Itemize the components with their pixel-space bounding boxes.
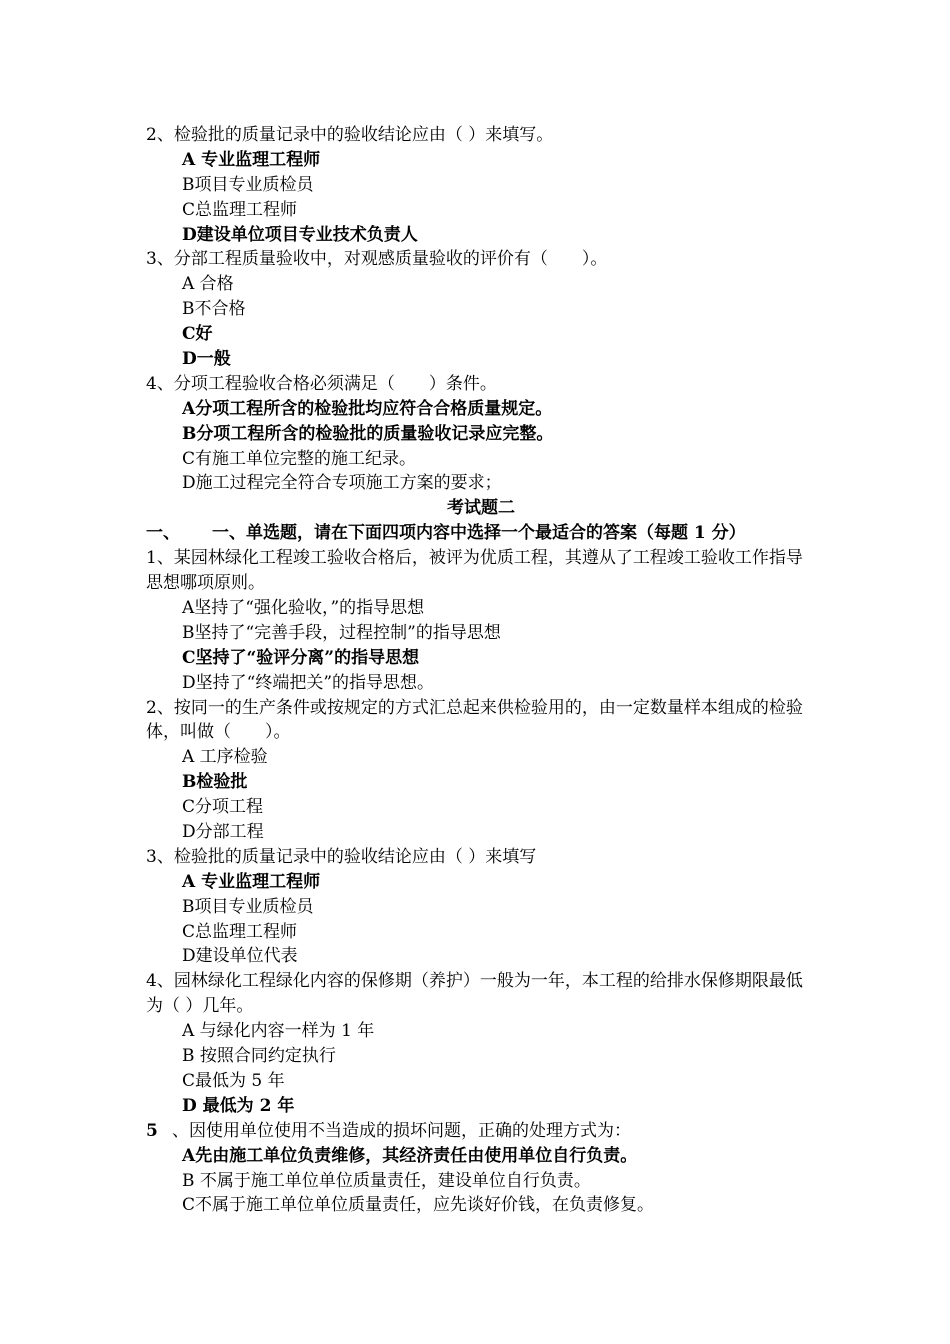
answer-option: C坚持了“验评分离”的指导思想 bbox=[182, 647, 420, 668]
answer-option: C最低为 5 年 bbox=[182, 1070, 285, 1091]
answer-option: A 专业监理工程师 bbox=[182, 149, 321, 170]
question-number: 5 bbox=[146, 1120, 158, 1141]
question-stem: 2、检验批的质量记录中的验收结论应由（ ）来填写。 bbox=[146, 125, 554, 145]
section-heading bbox=[146, 521, 816, 546]
answer-option: A 专业监理工程师 bbox=[182, 871, 321, 892]
answer-option: A 合格 bbox=[182, 274, 234, 295]
answer-option: D一般 bbox=[182, 349, 231, 370]
answer-option: B检验批 bbox=[182, 772, 248, 793]
answer-option: B项目专业质检员 bbox=[182, 174, 314, 195]
answer-option: D建设单位代表 bbox=[182, 946, 298, 967]
answer-option: A 与绿化内容一样为 1 年 bbox=[182, 1021, 375, 1042]
answer-option: A分项工程所含的检验批均应符合合格质量规定。 bbox=[182, 398, 553, 419]
answer-option: D分部工程 bbox=[182, 822, 264, 842]
answer-option: C分项工程 bbox=[182, 797, 264, 818]
question-stem: 3、分部工程质量验收中，对观感质量验收的评价有（ ）。 bbox=[146, 249, 608, 270]
exam-title: 考试题二 bbox=[447, 498, 515, 519]
question-stem: 4、园林绿化工程绿化内容的保修期（养护）一般为一年，本工程的给排水保修期限最低为（ ）几年。 bbox=[146, 971, 803, 1017]
answer-option: D坚持了“终端把关”的指导思想。 bbox=[182, 672, 435, 693]
answer-option: B 按照合同约定执行 bbox=[182, 1046, 336, 1067]
question-text: 、因使用单位使用不当造成的损坏问题，正确的处理方式为： bbox=[172, 1120, 631, 1141]
answer-option: D施工过程完全符合专项施工方案的要求； bbox=[182, 473, 502, 494]
answer-option: B分项工程所含的检验批的质量验收记录应完整。 bbox=[182, 423, 554, 444]
question-stem bbox=[146, 1119, 816, 1144]
section-text: 一、单选题，请在下面四项内容中选择一个最适合的答案（每题 1 分） bbox=[212, 523, 746, 544]
document-page bbox=[146, 123, 816, 1218]
answer-option: B坚持了“完善手段，过程控制”的指导思想 bbox=[182, 622, 501, 643]
answer-option: A 工序检验 bbox=[182, 747, 268, 768]
answer-option: A先由施工单位负责维修，其经济责任由使用单位自行负责。 bbox=[182, 1145, 638, 1166]
answer-option: C好 bbox=[182, 324, 213, 345]
question-stem: 1、某园林绿化工程竣工验收合格后，被评为优质工程，其遵从了工程竣工验收工作指导思想哪项原则。 bbox=[146, 548, 803, 594]
section-number: 一、 bbox=[146, 523, 180, 544]
answer-option: C总监理工程师 bbox=[182, 199, 298, 220]
question-stem: 2、按同一的生产条件或按规定的方式汇总起来供检验用的，由一定数量样本组成的检验体，叫做（ ）。 bbox=[146, 697, 803, 743]
answer-option: B 不属于施工单位单位质量责任，建设单位自行负责。 bbox=[182, 1170, 591, 1191]
answer-option: C有施工单位完整的施工纪录。 bbox=[182, 448, 417, 469]
answer-option: B项目专业质检员 bbox=[182, 896, 314, 917]
answer-option: D建设单位项目专业技术负责人 bbox=[182, 224, 418, 245]
answer-option: A坚持了“强化验收，”的指导思想 bbox=[182, 597, 425, 618]
question-stem: 3、检验批的质量记录中的验收结论应由（ ）来填写 bbox=[146, 846, 537, 867]
answer-option: B不合格 bbox=[182, 299, 246, 320]
question-stem: 4、分项工程验收合格必须满足（ ）条件。 bbox=[146, 373, 497, 394]
answer-option: C不属于施工单位单位质量责任，应先谈好价钱，在负责修复。 bbox=[182, 1195, 655, 1216]
answer-option: D 最低为 2 年 bbox=[182, 1095, 295, 1116]
answer-option: C总监理工程师 bbox=[182, 921, 298, 942]
